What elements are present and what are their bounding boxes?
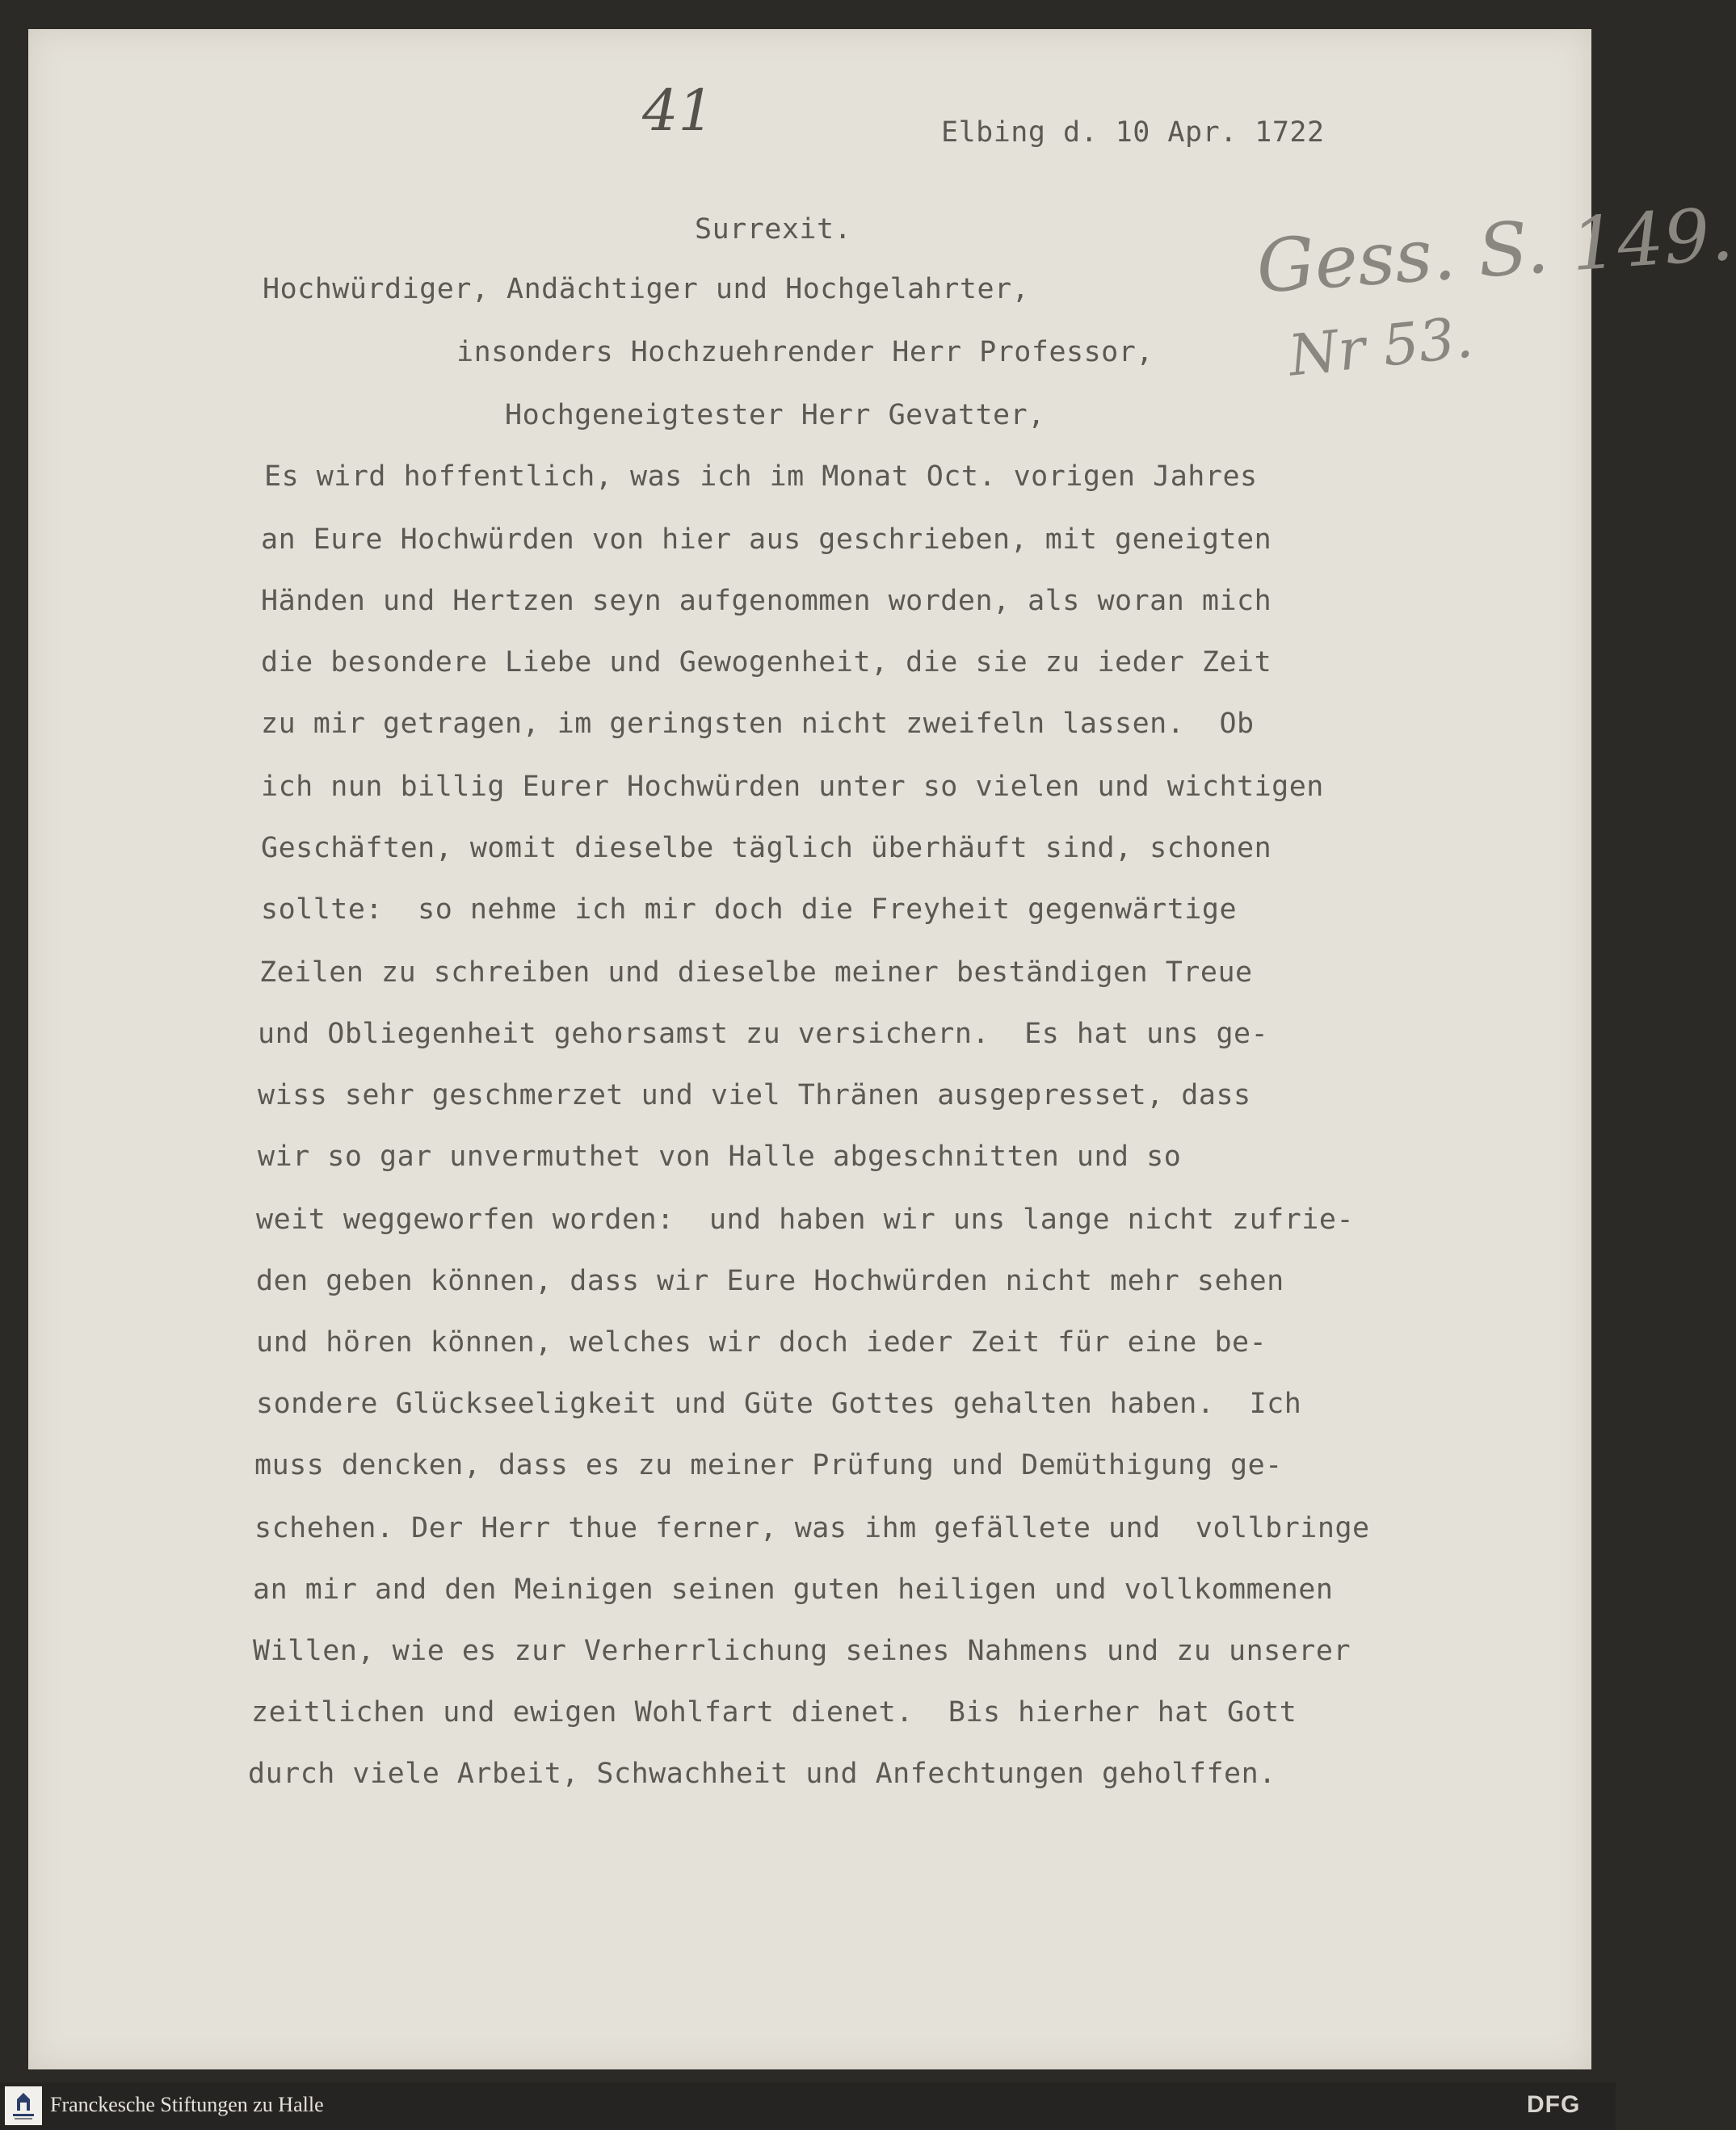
institution-logo-icon (5, 2086, 42, 2125)
body-line: Geschäften, womit dieselbe täglich überhäuft sind, schonen (261, 832, 1272, 864)
body-line: wir so gar unvermuthet von Halle abgeschnitten und so (258, 1141, 1182, 1173)
archive-number: Nr 53. (1285, 304, 1476, 389)
body-line: sollte: so nehme ich mir doch die Freyheit gegenwärtige (261, 893, 1238, 926)
body-line: an mir and den Meinigen seinen guten heiligen und vollkommenen (253, 1573, 1334, 1606)
body-line: und Obliegenheit gehorsamst zu versichern. Es hat uns ge- (258, 1018, 1269, 1050)
body-line: ich nun billig Eurer Hochwürden unter so vielen und wichtigen (261, 771, 1324, 803)
body-line: schehen. Der Herr thue ferner, was ihm gefällete und vollbringe (254, 1512, 1370, 1544)
motto: Surrexit. (695, 213, 852, 246)
archive-reference: Gess. S. 149. (1254, 191, 1736, 310)
institution-name: Franckesche Stiftungen zu Halle (50, 2093, 324, 2116)
body-line: Zeilen zu schreiben und dieselbe meiner beständigen Treue (259, 956, 1253, 989)
salutation-line: Hochwürdiger, Andächtiger und Hochgelahrter, (263, 273, 1030, 305)
funder-logo: DFG (1527, 2091, 1581, 2118)
body-line: den geben können, dass wir Eure Hochwürden nicht mehr sehen (256, 1265, 1284, 1297)
page-number: 41 (642, 78, 715, 144)
body-line: sondere Glückseeligkeit und Güte Gottes gehalten haben. Ich (256, 1388, 1302, 1420)
body-line: Es wird hoffentlich, was ich im Monat Oct. vorigen Jahres (264, 460, 1258, 493)
body-line: weit weggeworfen worden: und haben wir uns lange nicht zufrie- (256, 1204, 1355, 1236)
body-line: die besondere Liebe und Gewogenheit, die sie zu ieder Zeit (261, 646, 1272, 678)
body-line: durch viele Arbeit, Schwachheit und Anfechtungen geholffen. (248, 1758, 1276, 1790)
body-line: und hören können, welches wir doch ieder Zeit für eine be- (256, 1326, 1267, 1359)
body-line: Händen und Hertzen seyn aufgenommen worden, als woran mich (261, 585, 1272, 617)
body-line: an Eure Hochwürden von hier aus geschrieben, mit geneigten (261, 523, 1272, 556)
body-line: muss dencken, dass es zu meiner Prüfung und Demüthigung ge- (254, 1449, 1283, 1481)
body-line: Willen, wie es zur Verherrlichung seines Nahmens und zu unserer (253, 1635, 1351, 1667)
salutation-line: Hochgeneigtester Herr Gevatter, (505, 399, 1045, 431)
body-line: zeitlichen und ewigen Wohlfart dienet. Bis hierher hat Gott (251, 1696, 1297, 1729)
body-line: wiss sehr geschmerzet und viel Thränen ausgepresset, dass (258, 1079, 1251, 1111)
salutation-line: insonders Hochzuehrender Herr Professor, (456, 336, 1154, 368)
place-date: Elbing d. 10 Apr. 1722 (941, 116, 1325, 149)
letter-page (28, 29, 1736, 2069)
body-line: zu mir getragen, im geringsten nicht zweifeln lassen. Ob (261, 708, 1255, 740)
